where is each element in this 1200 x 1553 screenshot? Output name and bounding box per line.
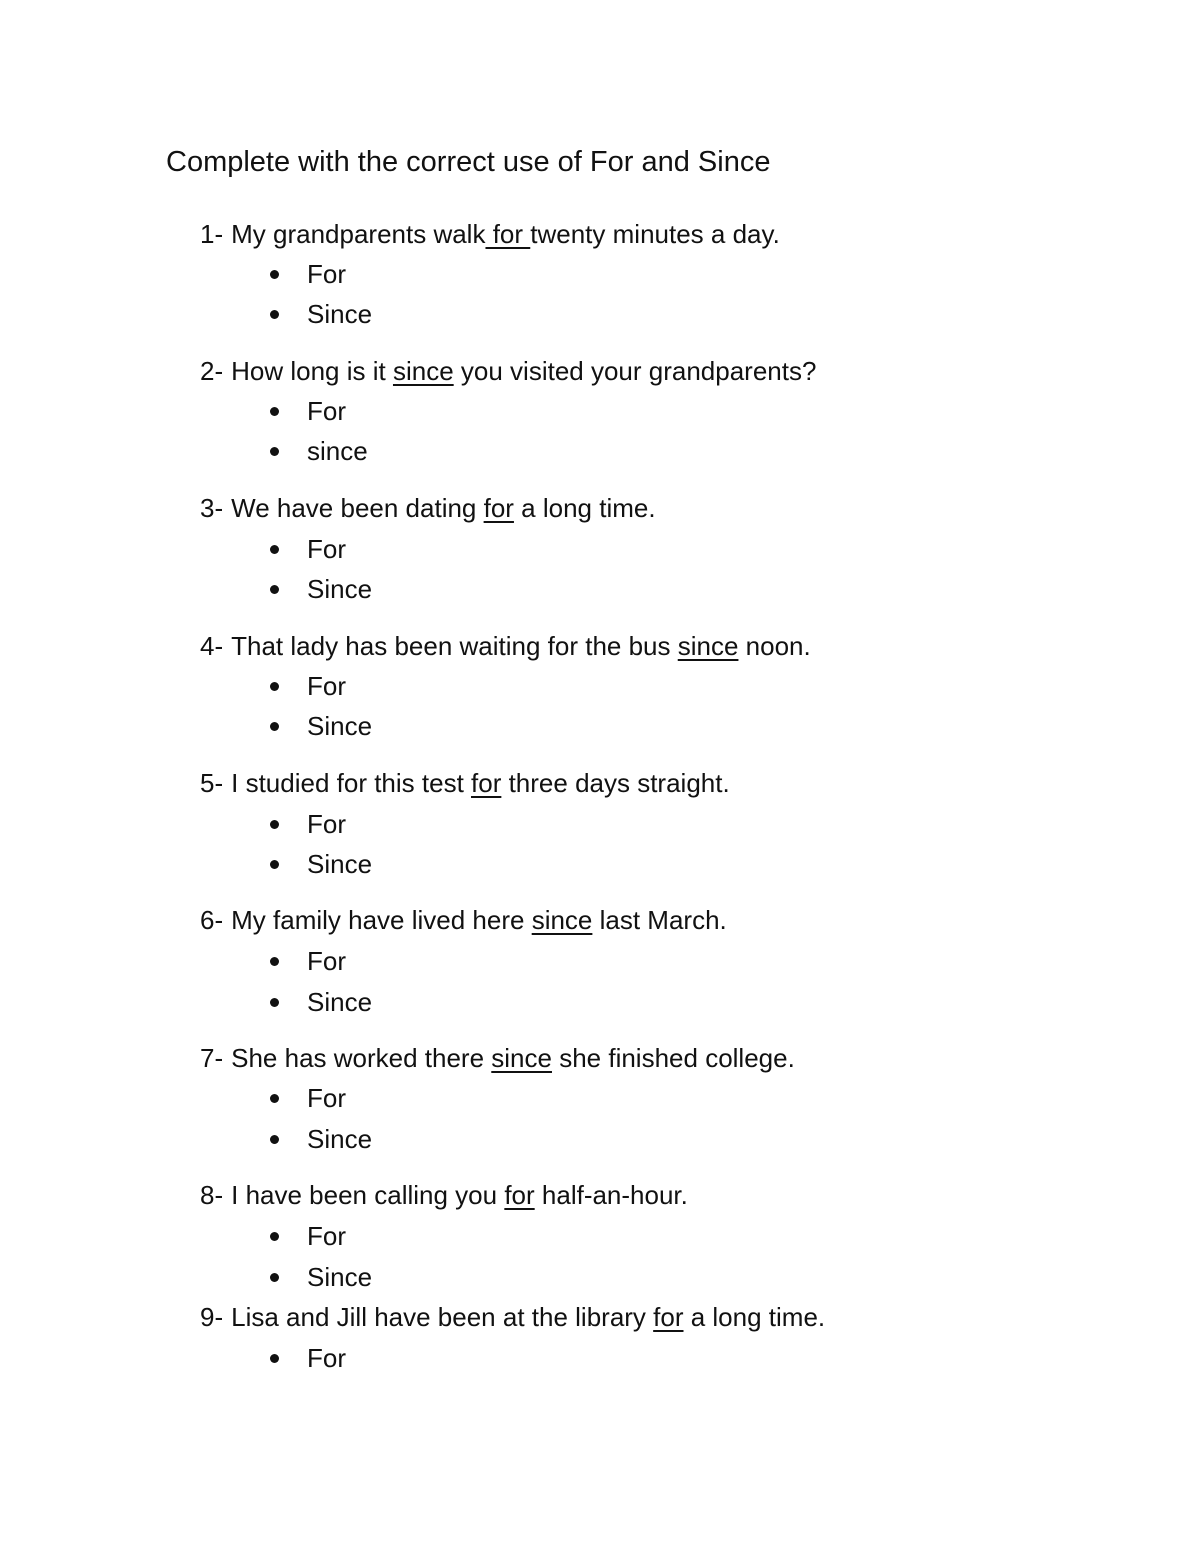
question-6 xyxy=(200,902,727,938)
question-text-before: I have been calling you xyxy=(231,1180,505,1210)
question-text-after: a long time. xyxy=(683,1302,826,1332)
bullet-icon xyxy=(270,310,279,319)
question-answer: for xyxy=(471,768,502,798)
option-label: Since xyxy=(307,987,373,1017)
option-item xyxy=(270,943,346,979)
question-text-after: she finished college. xyxy=(551,1043,795,1073)
bullet-icon xyxy=(270,1273,279,1282)
question-number: 8- xyxy=(200,1180,224,1210)
bullet-icon xyxy=(270,722,279,731)
option-label: Since xyxy=(307,574,373,604)
bullet-icon xyxy=(270,860,279,869)
question-number: 7- xyxy=(200,1043,224,1073)
question-9 xyxy=(200,1299,825,1335)
bullet-icon xyxy=(270,270,279,279)
option-label: Since xyxy=(307,711,373,741)
question-text-before: My family have lived here xyxy=(231,905,532,935)
bullet-icon xyxy=(270,447,279,456)
option-item xyxy=(270,984,372,1020)
question-answer: for xyxy=(504,1180,535,1210)
option-item xyxy=(270,531,346,567)
question-answer: since xyxy=(491,1043,552,1073)
option-item xyxy=(270,1218,346,1254)
question-text-after: twenty minutes a day. xyxy=(530,219,780,249)
question-text-after: a long time. xyxy=(513,493,656,523)
option-item xyxy=(270,668,346,704)
option-label: Since xyxy=(307,1262,373,1292)
question-number: 5- xyxy=(200,768,224,798)
bullet-icon xyxy=(270,585,279,594)
bullet-icon xyxy=(270,998,279,1007)
bullet-icon xyxy=(270,1232,279,1241)
question-number: 4- xyxy=(200,631,224,661)
question-text-before: She has worked there xyxy=(231,1043,492,1073)
bullet-icon xyxy=(270,820,279,829)
question-text-after: you visited your grandparents? xyxy=(453,356,817,386)
question-text-before: We have been dating xyxy=(231,493,484,523)
question-number: 3- xyxy=(200,493,224,523)
bullet-icon xyxy=(270,545,279,554)
question-answer: for xyxy=(653,1302,684,1332)
question-text-after: noon. xyxy=(738,631,811,661)
option-item xyxy=(270,708,372,744)
question-8 xyxy=(200,1177,688,1213)
option-label: For xyxy=(307,1083,346,1113)
option-item xyxy=(270,296,372,332)
question-number: 2- xyxy=(200,356,224,386)
option-label: Since xyxy=(307,299,373,329)
question-answer: since xyxy=(677,631,739,661)
question-text-before: How long is it xyxy=(231,356,393,386)
question-number: 6- xyxy=(200,905,224,935)
question-text-before: That lady has been waiting for the bus xyxy=(231,631,678,661)
option-item xyxy=(270,433,368,469)
question-7 xyxy=(200,1040,795,1076)
question-answer: for xyxy=(483,493,514,523)
option-item xyxy=(270,846,372,882)
option-label: Since xyxy=(307,1124,373,1154)
question-2 xyxy=(200,353,816,389)
bullet-icon xyxy=(270,1354,279,1363)
option-item xyxy=(270,393,346,429)
question-5 xyxy=(200,765,730,801)
option-label: For xyxy=(307,671,346,701)
option-item xyxy=(270,1259,372,1295)
option-item xyxy=(270,571,372,607)
question-text-after: three days straight. xyxy=(501,768,730,798)
option-label: For xyxy=(307,946,346,976)
option-label: For xyxy=(307,396,346,426)
option-label: For xyxy=(307,534,346,564)
bullet-icon xyxy=(270,957,279,966)
question-3 xyxy=(200,490,656,526)
option-item xyxy=(270,1121,372,1157)
bullet-icon xyxy=(270,1135,279,1144)
question-text-after: half-an-hour. xyxy=(534,1180,688,1210)
option-item xyxy=(270,806,346,842)
page-title: Complete with the correct use of For and Since xyxy=(166,146,771,178)
option-item xyxy=(270,1080,346,1116)
option-label: For xyxy=(307,259,346,289)
option-item xyxy=(270,1340,346,1376)
question-4 xyxy=(200,628,811,664)
question-number: 1- xyxy=(200,219,224,249)
option-label: since xyxy=(307,436,368,466)
option-label: Since xyxy=(307,849,373,879)
question-answer: since xyxy=(531,905,593,935)
question-text-before: My grandparents walk xyxy=(231,219,486,249)
option-label: For xyxy=(307,809,346,839)
question-answer: since xyxy=(392,356,454,386)
bullet-icon xyxy=(270,407,279,416)
question-text-before: I studied for this test xyxy=(231,768,472,798)
option-item xyxy=(270,256,346,292)
question-number: 9- xyxy=(200,1302,224,1332)
bullet-icon xyxy=(270,1094,279,1103)
option-label: For xyxy=(307,1221,346,1251)
question-text-before: Lisa and Jill have been at the library xyxy=(231,1302,654,1332)
bullet-icon xyxy=(270,682,279,691)
question-answer: for xyxy=(485,219,531,249)
option-label: For xyxy=(307,1343,346,1373)
question-text-after: last March. xyxy=(592,905,727,935)
question-1 xyxy=(200,216,780,252)
